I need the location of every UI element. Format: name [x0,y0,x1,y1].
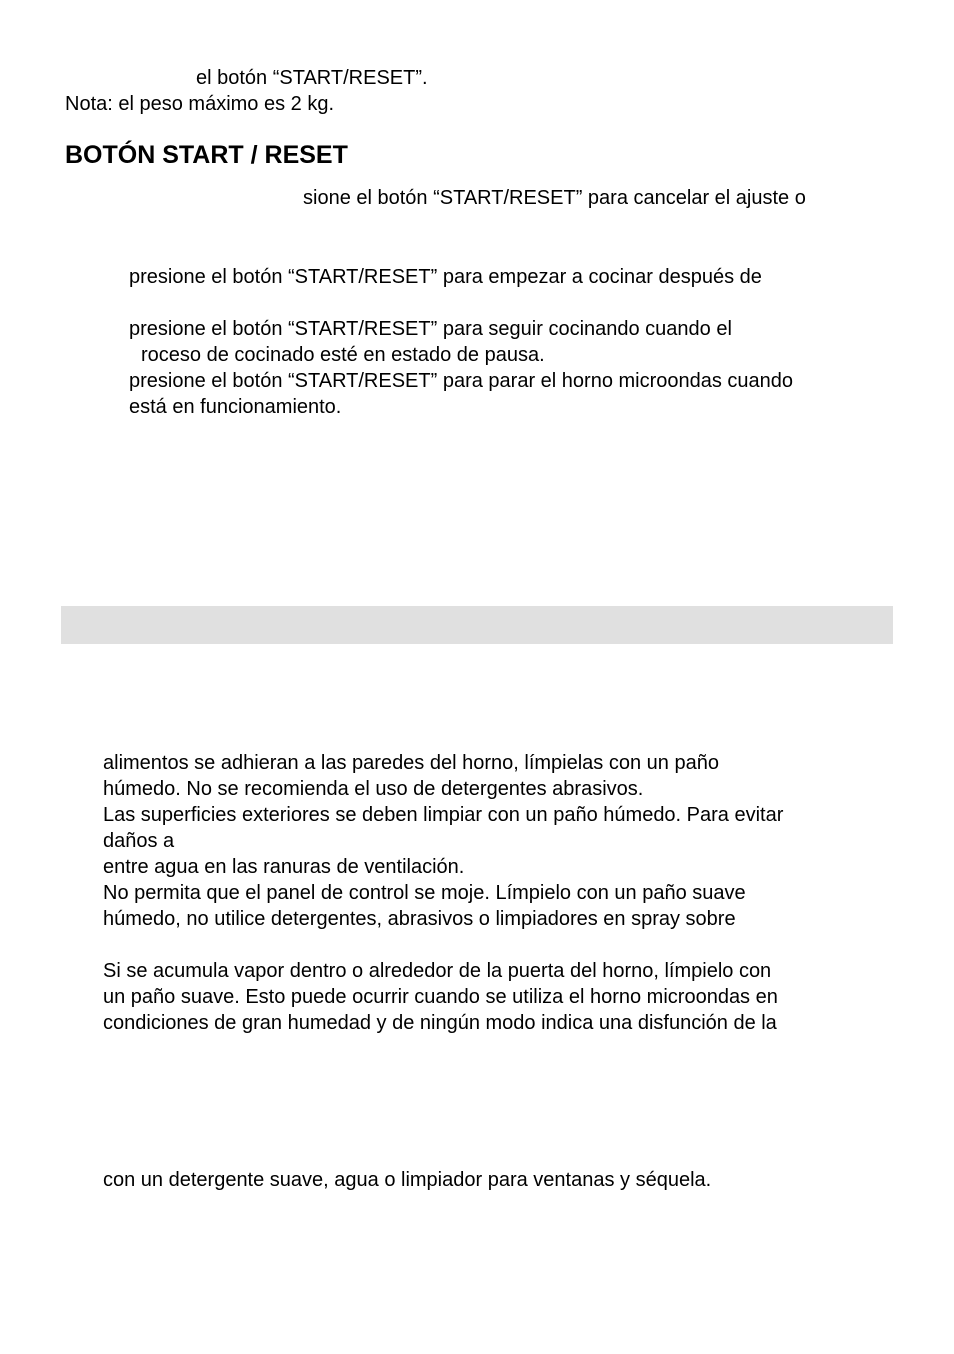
text-line: sione el botón “START/RESET” para cancelar el ajuste o [303,187,806,209]
section-heading-start-reset: BOTÓN START / RESET [65,141,348,169]
text-line: presione el botón “START/RESET” para seguir cocinando cuando el [129,318,732,340]
text-line: un paño suave. Esto puede ocurrir cuando se utiliza el horno microondas en [103,986,778,1008]
text-line: presione el botón “START/RESET” para parar el horno microondas cuando [129,370,794,392]
text-line: húmedo. No se recomienda el uso de detergentes abrasivos. [103,778,644,800]
text-line: con un detergente suave, agua o limpiador para ventanas y séquela. [103,1169,712,1191]
text-line: condiciones de gran humedad y de ningún modo indica una disfunción de la [103,1012,777,1034]
text-line: daños a [103,830,175,852]
text-line: Las superficies exteriores se deben limpiar con un paño húmedo. Para evitar [103,804,784,826]
text-line: el botón “START/RESET”. [196,67,428,89]
text-line: roceso de cocinado esté en estado de pausa. [141,344,545,366]
text-line: húmedo, no utilice detergentes, abrasivos o limpiadores en spray sobre [103,908,736,930]
text-line: está en funcionamiento. [129,396,342,418]
text-line: entre agua en las ranuras de ventilación. [103,856,465,878]
section-header-band [61,606,893,644]
text-line: Si se acumula vapor dentro o alrededor de la puerta del horno, límpielo con [103,960,772,982]
note-max-weight: Nota: el peso máximo es 2 kg. [65,93,335,115]
text-line: alimentos se adhieran a las paredes del horno, límpielas con un paño [103,752,719,774]
text-line: No permita que el panel de control se moje. Límpielo con un paño suave [103,882,746,904]
text-line: presione el botón “START/RESET” para empezar a cocinar después de [129,266,762,288]
